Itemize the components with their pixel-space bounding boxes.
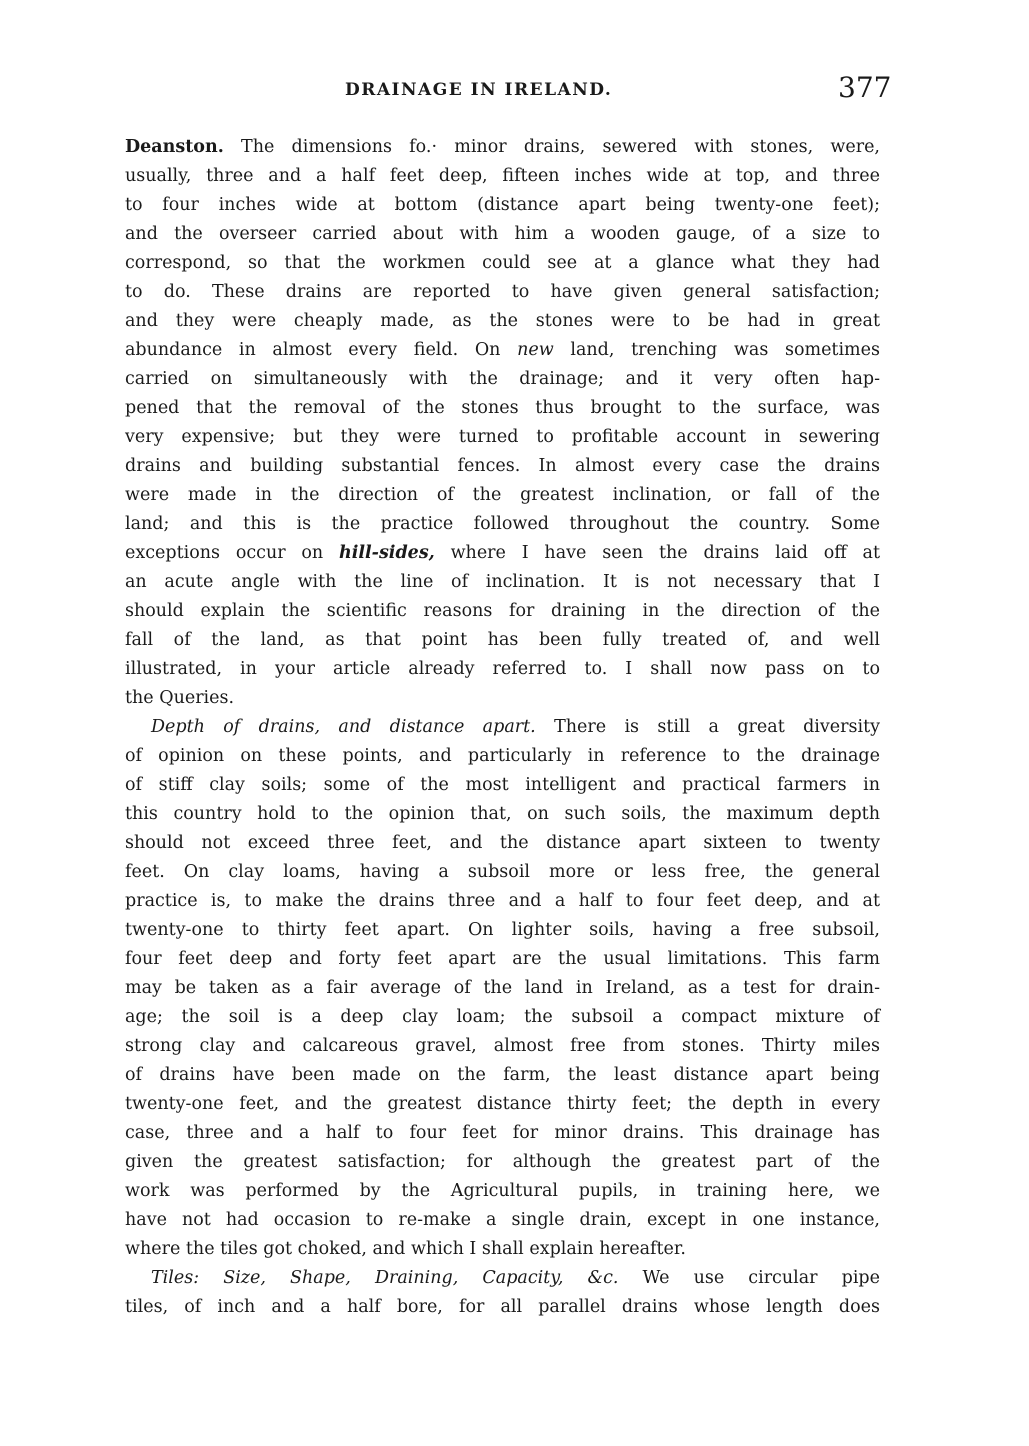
text-line: age; the soil is a deep clay loam; the subsoil a compact mixture of	[125, 1007, 880, 1027]
text-run: There is still a great diversity	[535, 717, 880, 737]
running-head-title: DRAINAGE IN IRELAND.	[345, 80, 613, 100]
paragraph-2	[125, 713, 880, 1264]
text-line: and they were cheaply made, as the stones were to be had in great	[125, 311, 880, 331]
text-line: this country hold to the opinion that, on such soils, the maximum depth	[125, 804, 880, 824]
text-line: of drains have been made on the farm, the least distance apart being	[125, 1065, 880, 1085]
text-line: may be taken as a fair average of the land in Ireland, as a test for drain-	[125, 978, 880, 998]
paragraph-3	[125, 1264, 880, 1322]
paragraph-1	[125, 133, 880, 713]
text-line: to do. These drains are reported to have given general satisfaction;	[125, 282, 880, 302]
text-line: should explain the scientific reasons for draining in the direction of the	[125, 601, 880, 621]
text-run-italic: hill-sides,	[339, 543, 435, 563]
text-line: twenty-one feet, and the greatest distance thirty feet; the depth in every	[125, 1094, 880, 1114]
text-line: strong clay and calcareous gravel, almost free from stones. Thirty miles	[125, 1036, 880, 1056]
text-line: should not exceed three feet, and the distance apart sixteen to twenty	[125, 833, 880, 853]
text-line: usually, three and a half feet deep, fifteen inches wide at top, and three	[125, 166, 880, 186]
text-line: four feet deep and forty feet apart are the usual limitations. This farm	[125, 949, 880, 969]
text-line: land; and this is the practice followed throughout the country. Some	[125, 514, 880, 534]
text-line: of opinion on these points, and particularly in reference to the drainage	[125, 746, 880, 766]
text-line: given the greatest satisfaction; for although the greatest part of the	[125, 1152, 880, 1172]
text-line: where the tiles got choked, and which I shall explain hereafter.	[125, 1239, 686, 1259]
text-line: have not had occasion to re-make a single drain, except in one instance,	[125, 1210, 880, 1230]
section-heading-italic: Tiles: Size, Shape, Draining, Capacity, &c.	[151, 1268, 619, 1288]
page-number: 377	[838, 71, 892, 104]
text-line: very expensive; but they were turned to profitable account in sewering	[125, 427, 880, 447]
text-line	[125, 713, 880, 742]
text-line: an acute angle with the line of inclination. It is not necessary that I	[125, 572, 880, 592]
text-run: exceptions occur on	[125, 543, 340, 563]
text-run-bold: Deanston.	[125, 137, 224, 157]
text-line: and the overseer carried about with him a wooden gauge, of a size to	[125, 224, 880, 244]
text-run: where I have seen the drains laid off at	[434, 543, 880, 563]
body-text	[125, 133, 880, 1322]
text-line: twenty-one to thirty feet apart. On lighter soils, having a free subsoil,	[125, 920, 880, 940]
text-line: of stiff clay soils; some of the most intelligent and practical farmers in	[125, 775, 880, 795]
text-line	[125, 336, 880, 365]
text-run: The dimensions fo.· minor drains, sewered with stones, were,	[223, 137, 880, 157]
text-line	[125, 1264, 880, 1293]
text-line: pened that the removal of the stones thus brought to the surface, was	[125, 398, 880, 418]
text-line: fall of the land, as that point has been fully treated of, and well	[125, 630, 880, 650]
text-line: work was performed by the Agricultural pupils, in training here, we	[125, 1181, 880, 1201]
text-line: drains and building substantial fences. In almost every case the drains	[125, 456, 880, 476]
text-run: land, trenching was sometimes	[553, 340, 880, 360]
text-run: We use circular pipe	[618, 1268, 880, 1288]
text-line: tiles, of inch and a half bore, for all parallel drains whose length does	[125, 1297, 880, 1317]
text-line: correspond, so that the workmen could see at a glance what they had	[125, 253, 880, 273]
text-line	[125, 539, 880, 568]
text-line: were made in the direction of the greatest inclination, or fall of the	[125, 485, 880, 505]
text-run-italic: new	[517, 340, 554, 360]
text-line: feet. On clay loams, having a subsoil more or less free, the general	[125, 862, 880, 882]
text-line: carried on simultaneously with the drainage; and it very often hap-	[125, 369, 880, 389]
text-line: to four inches wide at bottom (distance apart being twenty-one feet);	[125, 195, 880, 215]
text-line: case, three and a half to four feet for minor drains. This drainage has	[125, 1123, 880, 1143]
text-run: abundance in almost every field. On	[125, 340, 518, 360]
section-heading-italic: Depth of drains, and distance apart.	[151, 717, 536, 737]
text-line: practice is, to make the drains three and a half to four feet deep, and at	[125, 891, 880, 911]
text-line: illustrated, in your article already referred to. I shall now pass on to	[125, 659, 880, 679]
text-line	[125, 133, 880, 162]
text-line: the Queries.	[125, 688, 235, 708]
